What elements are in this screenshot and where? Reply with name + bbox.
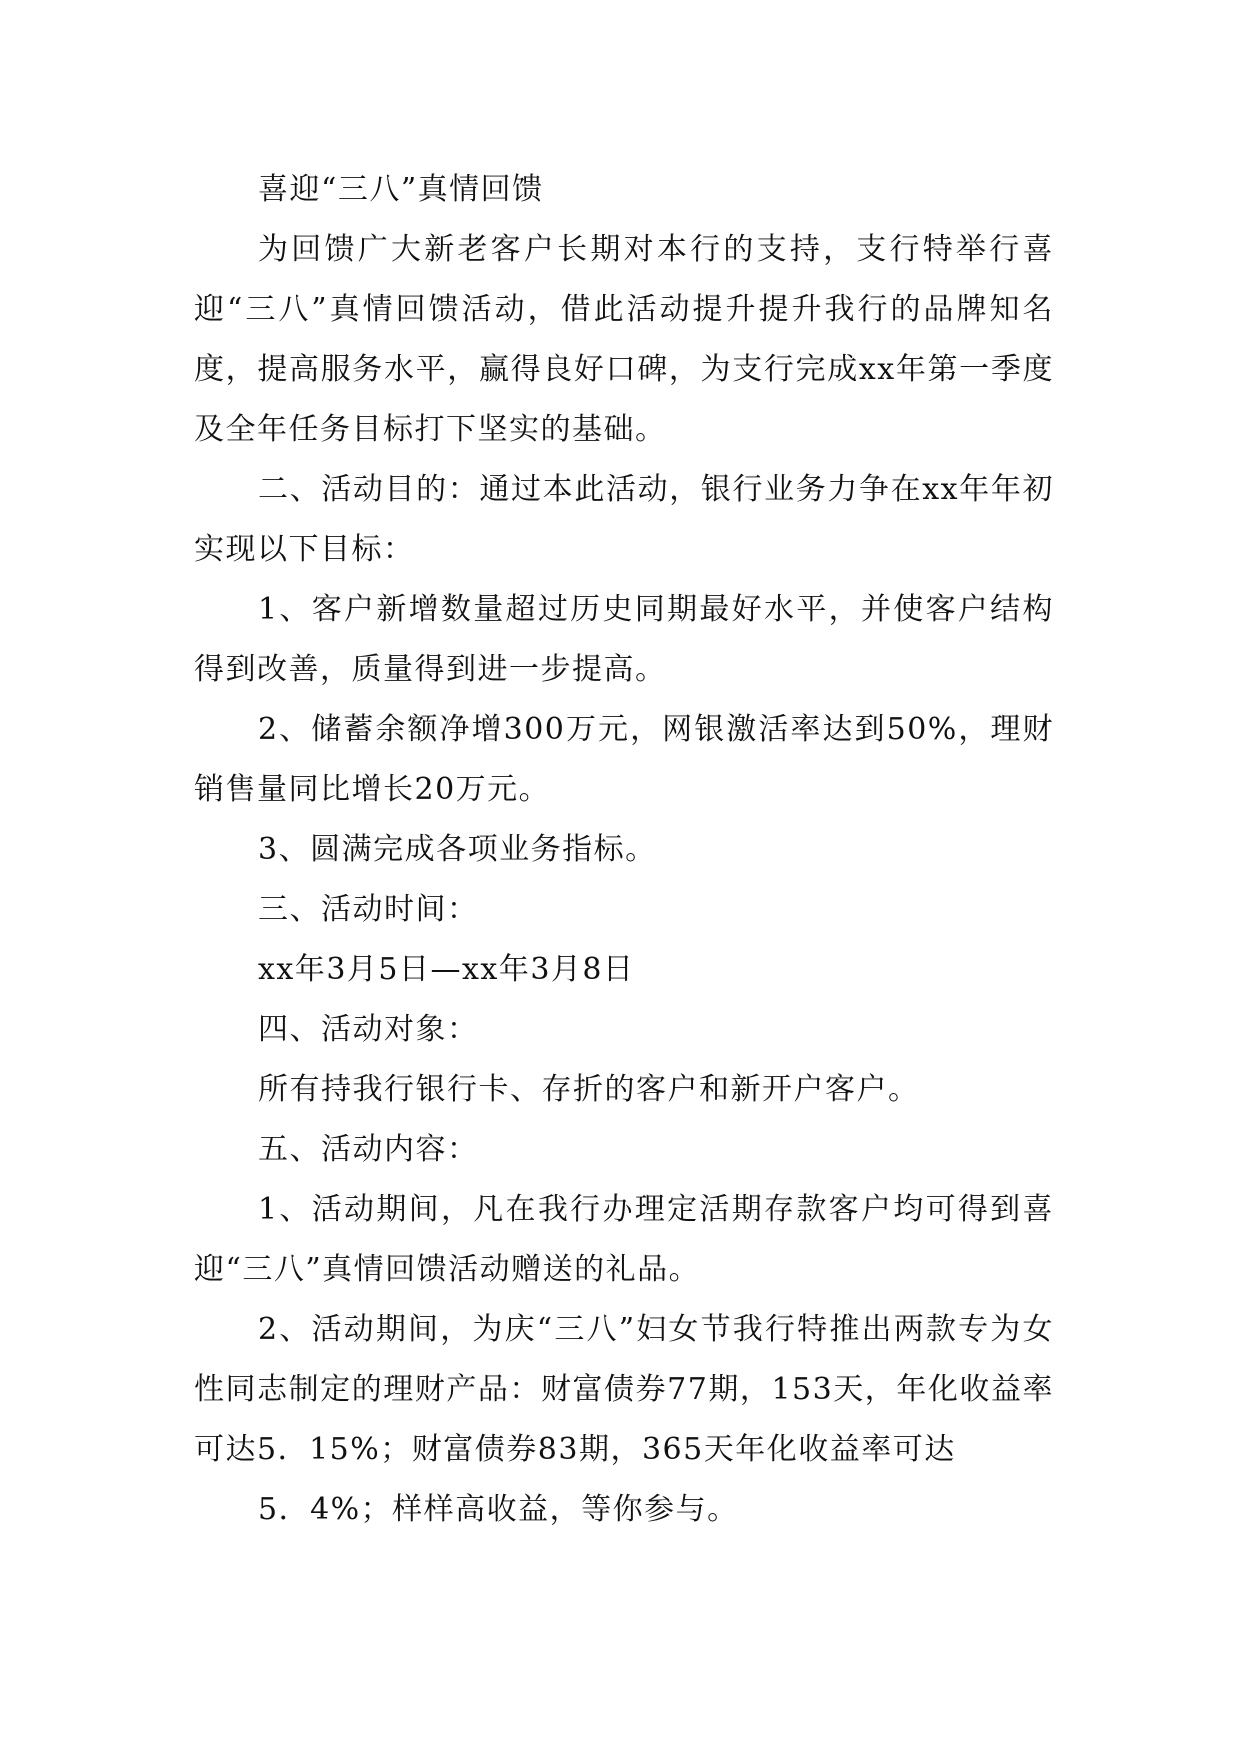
section-heading-audience: 四、活动对象： — [258, 1012, 479, 1047]
paragraph-intro: 为回馈广大新老客户长期对本行的支持，支行特举行喜迎“三八”真情回馈活动，借此活动提升提升我行的品牌知名度，提高服务水平，赢得良好口碑，为支行完成xx年第一季度及全年任务目标打下坚实的基础。 — [194, 232, 1054, 447]
document-body — [194, 160, 1054, 1540]
audience-description: 所有持我行银行卡、存折的客户和新开户客户。 — [258, 1072, 920, 1107]
activity-dates: xx年3月5日—xx年3月8日 — [258, 952, 635, 987]
section-heading-content: 五、活动内容： — [258, 1132, 479, 1167]
objective-item-1: 1、客户新增数量超过历史同期最好水平，并使客户结构得到改善，质量得到进一步提高。 — [194, 592, 1054, 687]
objective-item-2: 2、储蓄余额净增300万元，网银激活率达到50%，理财销售量同比增长20万元。 — [194, 712, 1054, 807]
document-title: 喜迎“三八”真情回馈 — [258, 172, 544, 207]
section-heading-time: 三、活动时间： — [258, 892, 479, 927]
content-item-1: 1、活动期间，凡在我行办理定活期存款客户均可得到喜迎“三八”真情回馈活动赠送的礼品。 — [194, 1192, 1054, 1287]
content-item-2-continued: 5．4%；样样高收益，等你参与。 — [258, 1492, 739, 1527]
content-item-2: 2、活动期间，为庆“三八”妇女节我行特推出两款专为女性同志制定的理财产品：财富债券77期，153天，年化收益率可达5．15%；财富债券83期，365天年化收益率可达 — [194, 1312, 1054, 1467]
objective-item-3: 3、圆满完成各项业务指标。 — [258, 832, 657, 867]
section-heading-objectives: 二、活动目的：通过本此活动，银行业务力争在xx年年初实现以下目标： — [194, 472, 1054, 567]
